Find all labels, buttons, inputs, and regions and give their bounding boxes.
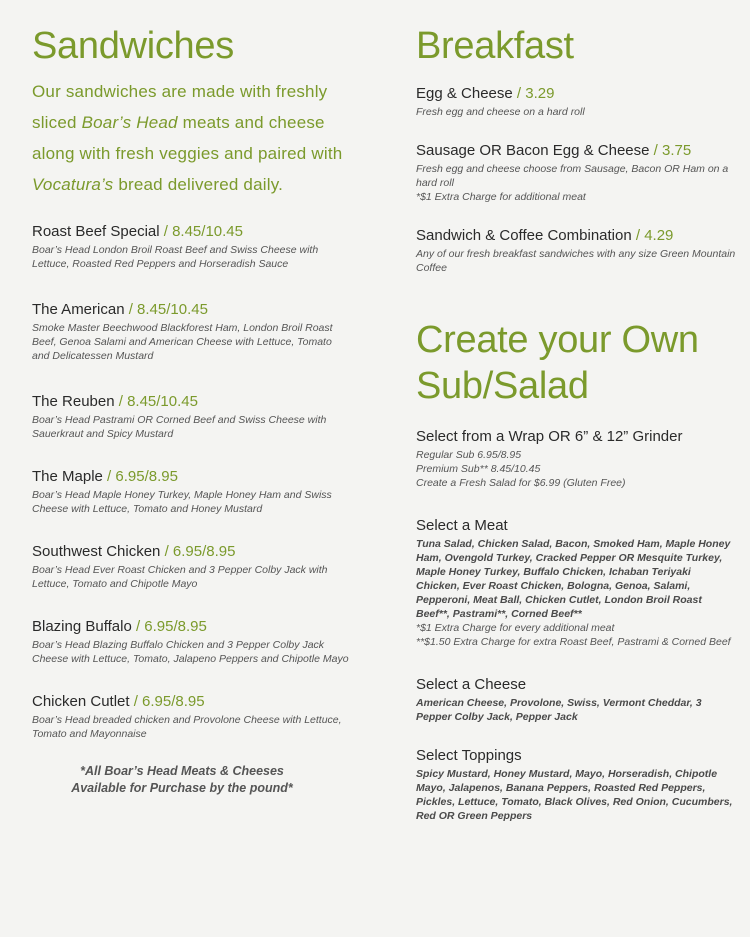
footer-line-2: Available for Purchase by the pound*: [71, 781, 293, 795]
sandwiches-intro: [32, 76, 350, 200]
menu-item-egg-cheese: [416, 84, 736, 119]
item-description: Boar’s Head breaded chicken and Provolone Cheese with Lettuce, Tomato and Mayonnaise: [32, 714, 342, 740]
intro-text-3: bread delivered daily.: [113, 175, 284, 194]
create-title-line-1: Create your Own: [416, 319, 699, 361]
item-name: The Reuben: [32, 393, 115, 410]
menu-item-sandwich-coffee-combo: [416, 226, 736, 275]
boars-head-footer-note: [32, 763, 332, 797]
right-column: [416, 0, 736, 823]
item-name: Roast Beef Special: [32, 223, 160, 240]
menu-item-blazing-buffalo: [32, 617, 350, 666]
meat-options: Tuna Salad, Chicken Salad, Bacon, Smoked Ham, Maple Honey Ham, Ovengold Turkey, Cracked Pepper OR Mesquite Turkey, Maple Honey Turkey, Buffalo Chicken, Ichaban Teriyaki Chicken, Ever Roast Chicken, Bologna, Genoa, Salami, Pepperoni, Meat Ball, Chicken Cutlet, London Broil Roast Beef**, Pastrami**, Corned Beef**: [416, 538, 731, 620]
item-price: / 8.45/10.45: [124, 301, 208, 318]
item-description: Boar’s Head Blazing Buffalo Chicken and 3 Pepper Colby Jack Cheese with Lettuce, Tomato, Jalapeno Peppers and Chipotle Mayo: [32, 639, 349, 665]
item-name: Select a Cheese: [416, 676, 527, 693]
item-name: Egg & Cheese: [416, 85, 513, 102]
intro-text-1: Our sandwiches are made with freshly sliced: [32, 82, 328, 132]
base-regular: Regular Sub 6.95/8.95: [416, 449, 522, 461]
create-your-own-title: [416, 317, 736, 409]
footer-line-1: *All Boar’s Head Meats & Cheeses: [80, 764, 284, 778]
item-name: Select from a Wrap OR 6” & 12” Grinder: [416, 428, 683, 445]
menu-item-the-maple: [32, 467, 350, 516]
breakfast-title: Breakfast: [416, 25, 574, 67]
menu-item-the-american: [32, 300, 350, 363]
item-description: Fresh egg and cheese on a hard roll: [416, 106, 585, 118]
item-name: Southwest Chicken: [32, 543, 161, 560]
item-price: / 8.45/10.45: [114, 393, 198, 410]
sandwiches-column: [32, 0, 350, 797]
item-name: The Maple: [32, 468, 103, 485]
cheese-options: American Cheese, Provolone, Swiss, Vermont Cheddar, 3 Pepper Colby Jack, Pepper Jack: [416, 697, 702, 723]
create-meat-selection: [416, 516, 736, 649]
item-name: Sausage OR Bacon Egg & Cheese: [416, 142, 650, 159]
item-price: / 8.45/10.45: [159, 223, 243, 240]
item-price: / 6.95/8.95: [102, 468, 178, 485]
item-name: Select Toppings: [416, 747, 522, 764]
item-description: Fresh egg and cheese choose from Sausage, Bacon OR Ham on a hard roll: [416, 163, 729, 189]
meat-note-2: **$1.50 Extra Charge for extra Roast Beef, Pastrami & Corned Beef: [416, 636, 731, 648]
menu-item-sausage-bacon-egg-cheese: [416, 141, 736, 204]
intro-bakery: Vocatura’s: [32, 175, 114, 194]
item-description: Smoke Master Beechwood Blackforest Ham, London Broil Roast Beef, Genoa Salami and American Cheese with Lettuce, Tomato and Delicatessen Mustard: [32, 322, 333, 362]
menu-item-the-reuben: [32, 392, 350, 441]
menu-item-southwest-chicken: [32, 542, 350, 591]
create-base-selection: [416, 427, 736, 490]
item-name: Blazing Buffalo: [32, 618, 132, 635]
item-description: Boar’s Head Pastrami OR Corned Beef and Swiss Cheese with Sauerkraut and Spicy Mustard: [32, 414, 327, 440]
item-description: Any of our fresh breakfast sandwiches with any size Green Mountain Coffee: [416, 248, 736, 274]
item-note: *$1 Extra Charge for additional meat: [416, 191, 586, 203]
item-name: Chicken Cutlet: [32, 693, 130, 710]
item-name: Sandwich & Coffee Combination: [416, 227, 632, 244]
item-description: Boar’s Head Ever Roast Chicken and 3 Pepper Colby Jack with Lettuce, Tomato and Chipotle Mayo: [32, 564, 328, 590]
item-description: Boar’s Head Maple Honey Turkey, Maple Honey Ham and Swiss Cheese with Lettuce, Tomato and Honey Mustard: [32, 489, 332, 515]
menu-item-chicken-cutlet: [32, 692, 350, 741]
item-price: / 3.29: [512, 85, 555, 102]
meat-note-1: *$1 Extra Charge for every additional meat: [416, 622, 615, 634]
menu-item-roast-beef-special: [32, 222, 350, 271]
create-toppings-selection: [416, 746, 736, 823]
toppings-options: Spicy Mustard, Honey Mustard, Mayo, Horseradish, Chipotle Mayo, Jalapenos, Banana Peppers, Roasted Red Peppers, Pickles, Lettuce, Tomato, Black Olives, Red Onion, Cucumbers, Red OR Green Peppers: [416, 768, 733, 822]
intro-text-2: meats and cheese along with fresh veggies and paired with: [32, 113, 343, 163]
sandwiches-title: Sandwiches: [32, 25, 234, 67]
base-premium: Premium Sub** 8.45/10.45: [416, 463, 541, 475]
intro-brand: Boar’s Head: [81, 113, 178, 132]
item-price: / 6.95/8.95: [129, 693, 205, 710]
item-name: Select a Meat: [416, 517, 508, 534]
item-price: / 3.75: [649, 142, 692, 159]
create-title-line-2: Sub/Salad: [416, 365, 589, 407]
item-name: The American: [32, 301, 125, 318]
base-salad: Create a Fresh Salad for $6.99 (Gluten Free): [416, 477, 626, 489]
item-price: / 4.29: [631, 227, 674, 244]
create-cheese-selection: [416, 675, 736, 724]
item-price: / 6.95/8.95: [131, 618, 207, 635]
item-description: Boar’s Head London Broil Roast Beef and Swiss Cheese with Lettuce, Roasted Red Peppers and Horseradish Sauce: [32, 244, 319, 270]
item-price: / 6.95/8.95: [160, 543, 236, 560]
